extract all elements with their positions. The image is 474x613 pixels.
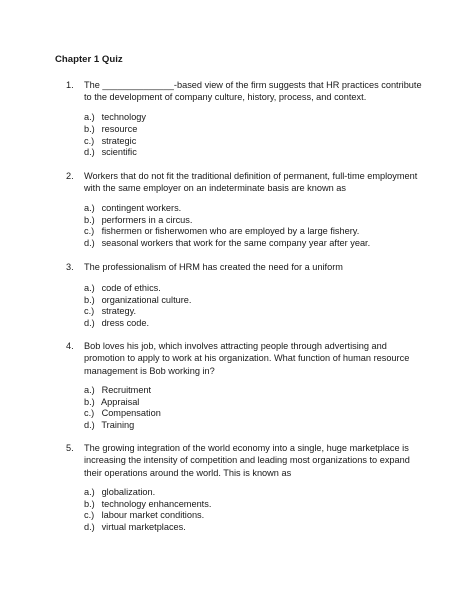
answer-option xyxy=(84,215,192,227)
option-text: scientific xyxy=(101,147,137,157)
option-text: strategy. xyxy=(101,306,137,316)
question-number: 4. xyxy=(66,341,74,351)
answer-option xyxy=(84,487,155,499)
option-text: code of ethics. xyxy=(101,283,161,293)
answer-option xyxy=(84,238,370,250)
question-number: 5. xyxy=(66,443,74,453)
option-letter: d.) xyxy=(84,420,95,430)
option-text: fishermen or fisherwomen who are employed by a large fishery. xyxy=(101,226,360,236)
option-text: contingent workers. xyxy=(101,203,182,213)
option-text: organizational culture. xyxy=(101,295,192,305)
question-text: The growing integration of the world economy into a single, huge marketplace is increasing the intensity of competition and leading most organizations to expand their operations around the world. This is known as xyxy=(84,443,410,478)
option-text: Recruitment xyxy=(101,385,152,395)
answer-option xyxy=(84,318,149,330)
answer-option xyxy=(84,112,146,124)
option-text: Training xyxy=(101,420,135,430)
answer-option xyxy=(84,522,186,534)
option-letter: b.) xyxy=(84,124,95,134)
option-letter: c.) xyxy=(84,408,95,418)
option-letter: b.) xyxy=(84,397,95,407)
option-letter: d.) xyxy=(84,238,95,248)
option-text: virtual marketplaces. xyxy=(101,522,186,532)
option-text: performers in a circus. xyxy=(101,215,193,225)
option-text: technology enhancements. xyxy=(101,499,212,509)
option-text: labour market conditions. xyxy=(101,510,205,520)
option-letter: a.) xyxy=(84,203,95,213)
option-text: technology xyxy=(101,112,147,122)
option-letter: c.) xyxy=(84,136,95,146)
option-letter: a.) xyxy=(84,112,95,122)
answer-option xyxy=(84,420,134,432)
option-letter: b.) xyxy=(84,295,95,305)
answer-option xyxy=(84,397,139,409)
option-text: resource xyxy=(101,124,138,134)
answer-option xyxy=(84,124,137,136)
option-text: strategic xyxy=(101,136,137,146)
option-letter: d.) xyxy=(84,318,95,328)
option-letter: c.) xyxy=(84,226,95,236)
answer-option xyxy=(84,385,151,397)
answer-option xyxy=(84,510,204,522)
question-text: Bob loves his job, which involves attracting people through advertising and promotion to apply to work at his organization. What function of human resource management is Bob working in? xyxy=(84,341,410,376)
option-letter: a.) xyxy=(84,385,95,395)
option-letter: d.) xyxy=(84,147,95,157)
option-letter: b.) xyxy=(84,499,95,509)
option-letter: d.) xyxy=(84,522,95,532)
option-text: seasonal workers that work for the same company year after year. xyxy=(101,238,371,248)
question-number: 3. xyxy=(66,262,74,272)
answer-option xyxy=(84,306,136,318)
question-number: 2. xyxy=(66,171,74,181)
option-letter: c.) xyxy=(84,306,95,316)
option-text: Compensation xyxy=(101,408,161,418)
option-text: globalization. xyxy=(101,487,156,497)
answer-option xyxy=(84,408,161,420)
option-letter: b.) xyxy=(84,215,95,225)
option-text: Appraisal xyxy=(101,397,140,407)
question-number: 1. xyxy=(66,80,74,90)
option-letter: a.) xyxy=(84,283,95,293)
answer-option xyxy=(84,283,161,295)
answer-option xyxy=(84,499,211,511)
answer-option xyxy=(84,147,137,159)
answer-option xyxy=(84,203,181,215)
question-text: The professionalism of HRM has created the need for a uniform xyxy=(84,262,343,272)
answer-option xyxy=(84,295,191,307)
answer-option xyxy=(84,136,136,148)
option-letter: a.) xyxy=(84,487,95,497)
page-title: Chapter 1 Quiz xyxy=(55,54,123,65)
question-text: The ______________-based view of the firm suggests that HR practices contribute to the development of company culture, history, process, and context. xyxy=(84,80,422,103)
option-letter: c.) xyxy=(84,510,95,520)
answer-option xyxy=(84,226,359,238)
question-text: Workers that do not fit the traditional definition of permanent, full-time employment with the same employer on an indeterminate basis are known as xyxy=(84,171,418,194)
option-text: dress code. xyxy=(101,318,150,328)
